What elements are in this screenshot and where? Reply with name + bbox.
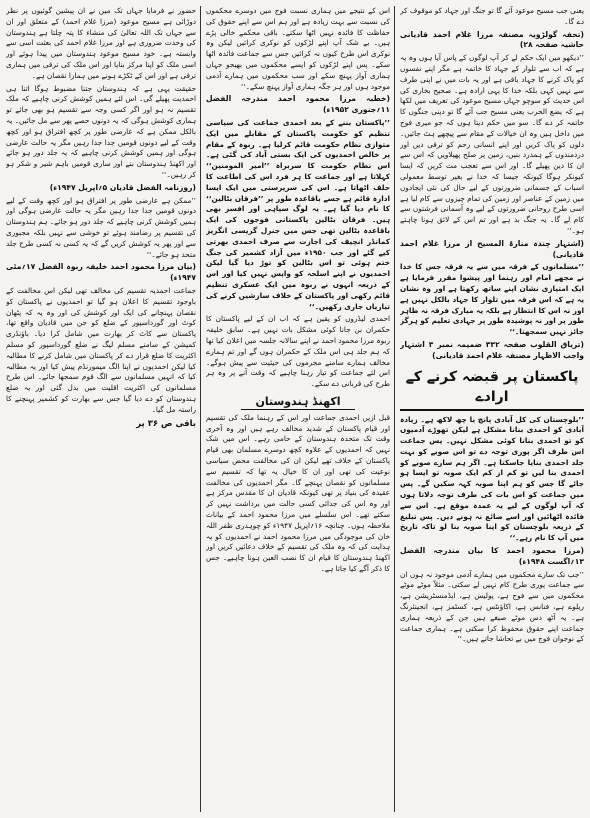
citation: (خطبہ مرزا محمود احمد مندرجہ الفضل ۱۱؍جنوری ۱۹۵۲ء) (206, 94, 390, 115)
column-divider (394, 6, 395, 812)
citation: (مرزا محمود احمد کا بیان مندرجہ الفضل ۱۳؍اگست ۱۹۴۸ء) (400, 546, 584, 566)
citation: (تحفہ گولڑویہ مصنفہ مرزا غلام احمد قادیانی حاشیہ صفحہ ۲۸) (400, 29, 584, 50)
column-left (6, 6, 196, 812)
paragraph: ’’دیکھو میں ایک حکم لے کر آپ لوگوں کے پاس آیا ہوں وہ یہ ہے کہ اب سے تلوار کے جہاد کا خاتمہ ہے مگر اپنے نفسوں کو پاک کرنے کا جہاد باقی ہے اور یہ بات میں نے اپنی طرف سے نہیں کہی بلکہ خدا کا یہی ارادہ ہے۔ صحیح بخاری کی اس حدیث کو سوچو جہاں مسیح موعود کی تعریف میں لکھا ہے کہ یضع الحرب یعنی مسیح جب آئے گا تو دینی جنگوں کا خاتمہ کر دے گا۔ سو میں حکم دیتا ہوں کہ جو میری فوج میں داخل ہیں وہ ان خیالات کے مقام سے پیچھے ہٹ جائیں۔ دلوں کو پاک کریں اور اپنے انسانی رحم کو ترقی دیں اور دردمندوں کے ہمدرد بنیں، زمین پر صلح پھیلاویں کہ اس سے ان کا دین پھیلے گا۔ اور اس سے تعجب مت کریں کہ ایسا کیونکر ہوگا کیونکہ جیسا کہ خدا نے بغیر توسط معمولی اسباب کے جسمانی ضرورتوں کے لیے حال کی نئی ایجادوں میں زمین کے عناصر اور زمین کی تمام چیزوں سے کام لیا ہے اسی طرح روحانی ضرورتوں کے لیے وہ آسمانی فرشتوں سے کام لے گا۔ یہ جنگ بد ہے اور تم اس کے لائق ہونا چاہتے ہو۔‘‘ (400, 53, 584, 235)
paragraph: یعنی جب مسیح موعود آئے گا تو جنگ اور جہاد کو موقوف کر دے گا۔ (400, 6, 584, 26)
paragraph: قبل ازیں احمدی جماعت اور اس کے رہنما ملک کی تقسیم اور قیام پاکستان کے شدید مخالف رہے ہیں اور وہ آخری وقت تک متحدہ ہندوستان کے حامی رہے۔ اس میں شک نہیں کہ احمدیوں کے علاوہ کچھ دوسرے مسلمان بھی قیام پاکستان کے خلاف تھے لیکن ان کی مخالفت محض سیاسی نوعیت کی تھی اور ان کا خیال یہ تھا کہ تقسیم سے مسلمانوں کو نقصان پہنچے گا۔ مگر احمدیوں کی مخالفت عقیدہ کی بنیاد پر تھی کیونکہ قادیان ان کا مقدس مرکز ہے اور وہ اس کی جدائی کسی حالت میں برداشت نہیں کر سکتے تھے۔ اس سلسلے میں مرزا محمود احمد کے بیانات ملاحظہ ہوں۔ چنانچہ ۱۶؍اپریل ۱۹۴۷ء کو چوہدری ظفر اللہ خان کی موجودگی میں مرزا محمود احمد نے احمدیوں کو یہ ہدایت کی کہ وہ ملک کی تقسیم کے خلاف دعائیں کریں اور اکھنڈ ہندوستان کا قیام ان کا نصب العین ہونا چاہیے۔ جس کا ذکر آگے کیا جاتا ہے۔ (206, 412, 390, 574)
paragraph: حضور نے فرمایا جہاں تک میں نے ان پیشین گوئیوں پر نظر دوڑائی ہے مسیح موعود (مرزا غلام احمد) کے متعلق اور ان سے جہاں تک اللہ تعالیٰ کی منشاء کا پتہ چلتا ہے ہندوستان کی وحدت ضروری ہے اور مرزا غلام احمد کی بعثت اسی سے وابستہ ہے۔ خود مسیح موعود ہندوستان میں پیدا ہوئے اور اسی ملک کو اپنا مرکز بنایا اور اس ملک کی ترقی میں ہماری ترقی ہے اور اس کے ٹکڑے ہونے میں ہمارا نقصان ہے۔ (6, 6, 196, 80)
column-divider (200, 6, 201, 812)
section-heading: پاکستان پر قبضہ کرنے کے ارادے (400, 367, 584, 411)
column-right (400, 6, 584, 812)
paragraph: احمدی لیڈروں کو یقین ہے کہ اب ان کے لیے پاکستان کا حکمران بن جانا کوئی مشکل بات نہیں ہے۔ سابق خلیفہ ربوہ مرزا محمود احمد نے اپنے سالانہ جلسہ میں اعلان کیا تھا کہ ہم جلد ہی اس ملک کے حکمران ہوں گے اور تم ہمارے مخالف ہمارے سامنے مجرموں کی حیثیت سے پیش ہوگے۔ اس لئے جماعت کو تیار رہنا چاہیے کہ وقت آنے پر وہ ہر طرح کی قربانی دے سکے۔ (206, 314, 390, 389)
section-heading (206, 394, 390, 410)
continued-note: باقی ص ۳۶ پر (136, 419, 196, 430)
citation: (روزنامہ الفضل قادیان ۵؍اپریل ۱۹۴۷ء) (49, 182, 196, 192)
citation: (بیان مرزا محمود احمد خلیفہ ربوہ الفضل ۱۷؍مئی ۱۹۴۷ء) (6, 262, 196, 283)
paragraph: ’’پاکستان بننے کے بعد احمدی جماعت کی سیاسی تنظیم کو حکومت پاکستان کے مقابلے میں ایک متوازی نظام حکومت قائم کرلیا ہے۔ ربوہ کے مقام پر خالص احمدیوں کی ایک بستی آباد کی گئی ہے۔ اس نظام حکومت کا سربراہ ’’امیر المومنین‘‘ کہلاتا ہے اور جماعت کا ہر فرد اس کی اطاعت کا حلف اٹھاتا ہے۔ اس کی سرپرستی میں ایک ایسا ادارہ قائم ہے جسے باقاعدہ طور پر ’’فرقان بٹالین‘‘ کا نام دیا گیا ہے۔ یہ لوگ سپاہی اور افسر بھی ہیں۔ فرقان بٹالین پاکستانی فوجوں کی ایک باقاعدہ بٹالین تھی جس میں جنرل گریسی انگریز کمانڈر انچیف کی اجازت سے صرف احمدی بھرتی کیے گئے اور جب ۱۹۵۰ء میں آزاد کشمیر کی جنگ ختم ہوئی تو اس بٹالین کو توڑ دیا گیا لیکن احمدیوں نے اپنے اسلحہ کو واپس نہیں کیا اور اس کے ذریعہ انہوں نے ربوہ میں ایک عسکری تنظیم قائم رکھی اور پاکستان کے خلاف سازشیں کرنے کی تیاریاں جاری رکھیں۔‘‘ (206, 117, 390, 311)
paragraph: ’’جب تک سارے محکموں میں ہمارے آدمی موجود نہ ہوں ان سے جماعت پوری طرح کام نہیں لے سکتی۔ مثلاً موٹے موٹے محکموں میں سے فوج ہے، پولیس ہے، ایڈمنسٹریشن ہے، ریلوے ہے، فنانس ہے، اکاؤنٹس ہے، کسٹمز ہے، انجینئرنگ ہے۔ یہ آٹھ دس موٹے صیغے ہیں جن کے ذریعہ ہماری جماعت اپنے حقوق محفوظ کرا سکتی ہے۔ ہماری جماعت کے نوجوان فوج میں بے تحاشا جاتے ہیں۔‘‘ (400, 569, 584, 644)
paragraph: حقیقت یہی ہے کہ ہندوستان جتنا مضبوط ہوگا اتنا ہی احمدیت پھیلے گی۔ اس لئے ہمیں کوشش کرنی چاہیے کہ ملک تقسیم نہ ہو اور اگر کسی وجہ سے تقسیم ہو بھی جائے تو ہماری کوشش ہوگی کہ یہ دونوں حصے پھر سے مل جائیں۔ یہ بالکل ممکن ہے کہ عارضی طور پر کچھ افتراق ہو اور کچھ وقت کے لیے دونوں قومیں جدا جدا رہیں مگر یہ حالت عارضی ہوگی اور ہمیں کوشش کرنی چاہیے کہ یہ جلد دور ہو جائے اور اکھنڈ ہندوستان بنے اور ساری قومیں باہم شیر و شکر ہو کر رہیں۔‘‘ (6, 83, 196, 179)
section-heading-text: اکھنڈ ہندوستان (241, 395, 354, 410)
paragraph: جماعت احمدیہ تقسیم کی مخالف تھی لیکن اس مخالفت کے باوجود تقسیم کا اعلان ہو گیا تو احمدیوں نے پاکستان کو نقصان پہنچانے کی ایک اور کوشش کی اور وہ یہ کہ پٹھان کوٹ اور گورداسپور کے ضلع کو جن میں قادیان واقع تھا، پاکستان سے کاٹ کر بھارت میں شامل کرا دیا۔ باؤنڈری کمیشن کے سامنے مسلم لیگ نے ضلع گورداسپور کو مسلم اکثریت کا ضلع قرار دے کر پاکستان میں شامل کرنے کا مطالبہ کیا لیکن احمدیوں نے اپنا الگ میمورنڈم پیش کیا اور یہ مطالبہ کیا کہ انہیں مسلمانوں سے الگ قوم سمجھا جائے۔ اس طرح مسلمانوں کی اکثریت اقلیت میں بدل گئی اور یہ ضلع ہندوستان کو دے دیا گیا جس سے بھارت کو کشمیر پہنچنے کا راستہ مل گیا۔ (6, 285, 196, 414)
paragraph: اس کے نتیجے میں ہماری نسبت فوج میں دوسرے محکموں کی نسبت سے بہت زیادہ ہے اور ہم اس سے اپنے حقوق کی حفاظت کا فائدہ نہیں اٹھا سکتے۔ باقی محکمے خالی پڑے ہیں۔ بے شک آپ اپنے لڑکوں کو نوکری کرائیں لیکن وہ نوکری اس طرح کیوں نہ کرائیں جس سے جماعت فائدہ اٹھا سکے۔ پس اپنے لڑکوں کو ایسے محکموں میں بھیجو جہاں ہماری آواز پہنچ سکے اور سب محکموں میں ہمارے آدمی موجود ہوں اور ہر جگہ ہماری آواز پہنچ سکے۔‘‘ (206, 6, 390, 91)
paragraph: ’’مسلمانوں کے فرقہ میں سے یہ فرقہ جس کا خدا نے مجھے امام اور رہنما اور پیشوا مقرر فرمایا ہے ایک امتیازی نشان اپنے ساتھ رکھتا ہے اور وہ نشان یہ ہے کہ اس فرقہ میں تلوار کا جہاد بالکل نہیں ہے اور نہ اس کا انتظار ہے بلکہ یہ مبارک فرقہ نہ ظاہر طور پر اور نہ پوشیدہ طور پر جہادی تعلیم کو ہرگز جائز نہیں سمجھتا۔‘‘ (400, 262, 584, 337)
paragraph: ’’ممکن ہے عارضی طور پر افتراق ہو اور کچھ وقت کے لیے دونوں قومیں جدا جدا رہیں مگر یہ حالت عارضی ہوگی اور ہمیں کوشش کرنی چاہیے کہ جلد دور ہو جائے۔ ہم ہندوستان کی تقسیم پر رضامند ہوئے تو خوشی سے نہیں بلکہ مجبوری سے اور پھر یہ کوشش کریں گے کہ یہ کسی نہ کسی طرح جلد متحد ہو جائے۔‘‘ (6, 195, 196, 259)
citation: (تریاق القلوب صفحہ ۳۳۲ ضمیمہ نمبر ۳ اشتہار واجب الاظہار مصنفہ غلام احمد قادیانی) (400, 339, 584, 360)
paragraph: ’’بلوچستان کی کل آبادی پانچ یا چھ لاکھ ہے۔ زیادہ آبادی کو احمدی بنانا مشکل ہے لیکن تھوڑے آدمیوں کو تو احمدی بنانا کوئی مشکل نہیں۔ پس جماعت اس طرف اگر پوری توجہ دے تو اس صوبے کو بہت جلد احمدی بنایا جاسکتا ہے۔ اگر ہم سارے صوبے کو احمدی بنا لیں تو کم از کم ایک صوبہ تو ایسا ہو جائے گا جس کو ہم اپنا صوبہ کہہ سکیں گے۔ پس میں جماعت کو اس بات کی طرف توجہ دلاتا ہوں کہ آپ لوگوں کے لیے یہ عمدہ موقع ہے۔ اس سے فائدہ اٹھائیں اور اسے ضائع نہ ہونے دیں۔ پس تبلیغ کے ذریعہ بلوچستان کو اپنا صوبہ بنا لو تاکہ تاریخ میں آپ کا نام رہے۔‘‘ (400, 414, 584, 543)
citation: (اشتہار چندہ منارۃ المسیح از مرزا غلام احمد قادیانی) (400, 238, 584, 259)
newspaper-page (6, 6, 584, 812)
column-middle (206, 6, 390, 812)
